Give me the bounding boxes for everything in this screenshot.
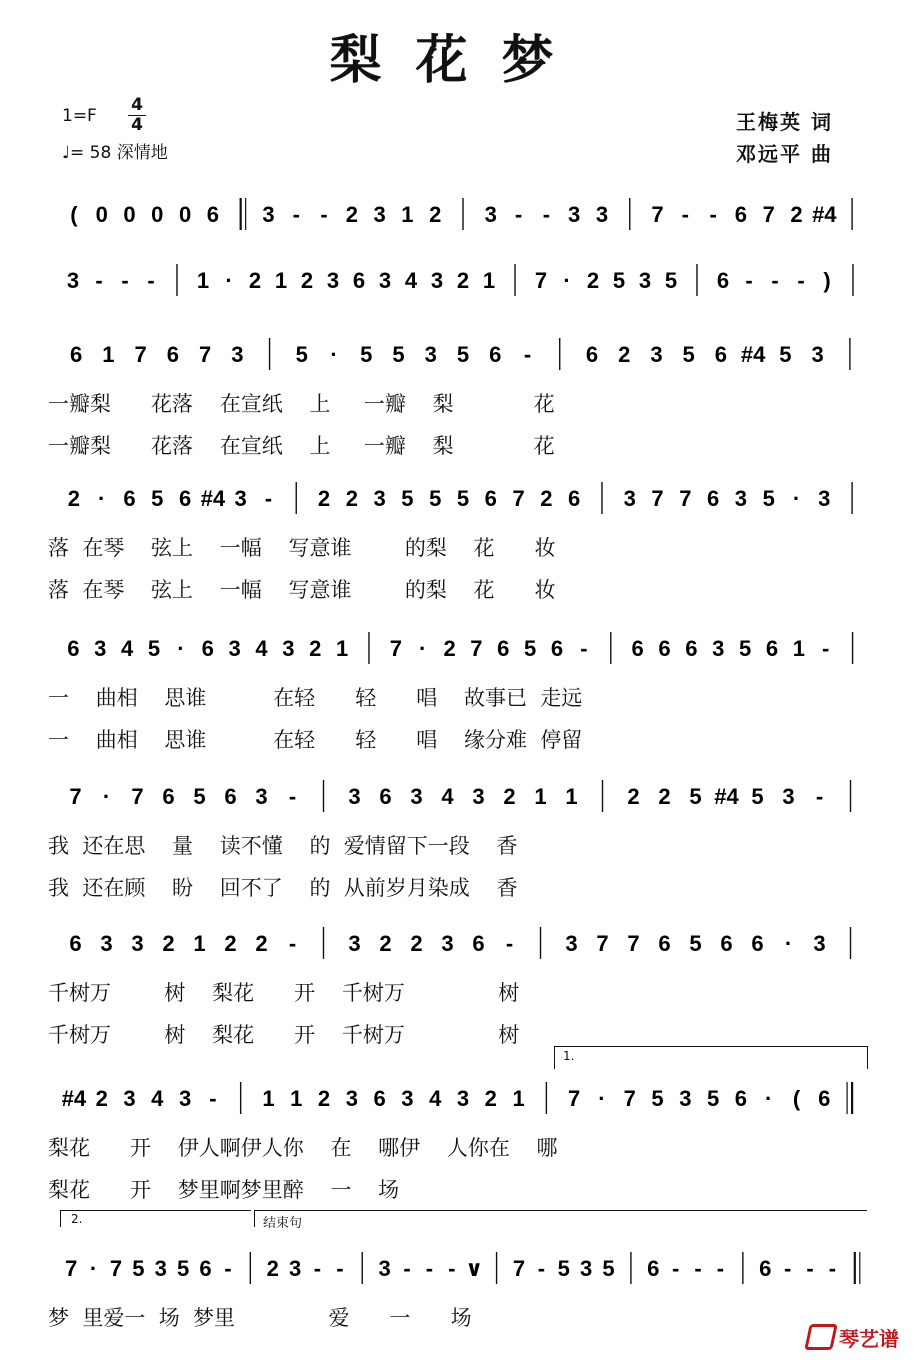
notation-line [0, 1080, 917, 1120]
note: 5 [177, 1256, 190, 1281]
lyricist-credit: 王梅英 词 [736, 110, 833, 134]
note: 5 [689, 931, 702, 956]
note: 3 [228, 636, 241, 661]
dash-note: - [580, 636, 588, 661]
dash-note: - [95, 268, 103, 293]
dash-note: - [514, 202, 523, 227]
dot-note: · [419, 636, 427, 661]
note: 3 [262, 202, 275, 227]
note: 6 [585, 342, 599, 367]
note: 6 [484, 486, 497, 511]
note: 7 [651, 202, 664, 227]
dot-note: · [765, 1086, 773, 1111]
note: 4 [255, 636, 268, 661]
dash-note: - [288, 784, 297, 809]
lyric-line: 一 曲相 思谁 在轻 轻 唱 缘分难 停留 [48, 728, 583, 752]
note: 6 [568, 486, 581, 511]
note: 3 [472, 784, 485, 809]
note: 7 [131, 784, 144, 809]
notation-staff [0, 336, 917, 376]
dot-note: · [784, 931, 793, 956]
note: 6 [67, 636, 80, 661]
dot-note: · [563, 268, 571, 293]
time-sig-denominator: 4 [128, 115, 146, 135]
notation-line [0, 262, 917, 302]
note: 2 [300, 268, 314, 293]
dot-note: · [177, 636, 185, 661]
note: 3 [401, 1086, 414, 1111]
note: 2 [162, 931, 175, 956]
note: 3 [813, 931, 826, 956]
dash-note: - [425, 1256, 434, 1281]
dot-note: · [330, 342, 338, 367]
note: 5 [360, 342, 373, 367]
note: 7 [679, 486, 692, 511]
notation-line [0, 196, 917, 236]
note: 6 [720, 931, 733, 956]
note: 3 [638, 268, 652, 293]
note: 2 [503, 784, 516, 809]
note: 2 [317, 486, 331, 511]
note: 7 [596, 931, 609, 956]
dash-note: - [313, 1256, 322, 1281]
notation-staff [0, 1250, 917, 1290]
note: #4 [714, 784, 739, 809]
note: 4 [441, 784, 454, 809]
note: 5 [295, 342, 308, 367]
note: 5 [602, 1256, 615, 1281]
second-ending-bracket [60, 1210, 251, 1227]
note: 3 [348, 931, 361, 956]
note: 6 [658, 931, 671, 956]
dash-note: - [264, 486, 273, 511]
note: 6 [707, 486, 720, 511]
note: 2 [95, 1086, 108, 1111]
dash-note: - [292, 202, 300, 227]
dash-note: - [224, 1256, 232, 1281]
note: 3 [650, 342, 663, 367]
dash-note: - [537, 1256, 546, 1281]
dash-note: - [709, 202, 717, 227]
lyric-line: 我 还在顾 盼 回不了 的 从前岁月染成 香 [48, 876, 518, 900]
dash-note: - [815, 784, 824, 809]
first-ending-label: 1. [563, 1049, 575, 1063]
note: 5 [456, 342, 470, 367]
note: 3 [154, 1256, 167, 1281]
note: 3 [345, 1086, 358, 1111]
note: 5 [689, 784, 702, 809]
first-ending-bracket [554, 1046, 868, 1069]
note: 6 [716, 268, 730, 293]
note: 1 [534, 784, 547, 809]
note: 1 [262, 1086, 275, 1111]
song-title: 梨花梦 [329, 31, 588, 91]
note: 5 [762, 486, 775, 511]
note: 6 [199, 1256, 212, 1281]
note: 2 [255, 931, 268, 956]
note: 2 [429, 202, 442, 227]
note: 4 [151, 1086, 164, 1111]
dash-note: - [121, 268, 129, 293]
note: 5 [151, 486, 164, 511]
note: 5 [147, 636, 161, 661]
note: 0 [178, 202, 192, 227]
lyric-line: 梦 里爱一 场 梦里 爱 一 场 [48, 1306, 472, 1330]
dot-note: · [225, 268, 233, 293]
note: 3 [568, 202, 581, 227]
note: 3 [811, 342, 824, 367]
note: 3 [282, 636, 295, 661]
note: 6 [631, 636, 644, 661]
lyric-line: 一瓣梨 花落 在宣纸 上 一瓣 梨 花 [48, 434, 555, 458]
note: 7 [389, 636, 402, 661]
note: 6 [734, 1086, 748, 1111]
note: 6 [69, 342, 83, 367]
note: 6 [658, 636, 671, 661]
note: 7 [623, 1086, 636, 1111]
note: #4 [200, 486, 226, 511]
notation-staff [0, 630, 917, 670]
note: 7 [134, 342, 147, 367]
note: 3 [410, 784, 423, 809]
note: 6 [123, 486, 136, 511]
note: 3 [424, 342, 437, 367]
note: 6 [206, 202, 219, 227]
note: 1 [482, 268, 496, 293]
note: 1 [565, 784, 578, 809]
note: 1 [102, 342, 115, 367]
dash-note: - [523, 342, 532, 367]
note: 0 [151, 202, 164, 227]
note: 2 [309, 636, 322, 661]
dash-note: - [448, 1256, 456, 1281]
note: 1 [274, 268, 288, 293]
dot-note: · [98, 486, 106, 511]
note: 4 [121, 636, 134, 661]
note: #4 [740, 342, 766, 367]
note: 3 [178, 1086, 192, 1111]
dash-note: - [209, 1086, 217, 1111]
note: 6 [178, 486, 192, 511]
notation-line [0, 336, 917, 376]
note: 3 [131, 931, 144, 956]
note: 7 [627, 931, 640, 956]
note: 5 [132, 1256, 145, 1281]
note: 3 [782, 784, 795, 809]
note: 6 [352, 268, 366, 293]
note: 4 [404, 268, 418, 293]
note: 5 [779, 342, 792, 367]
notation-staff [0, 925, 917, 965]
dash-note: - [288, 931, 297, 956]
note: 5 [651, 1086, 664, 1111]
note: 1 [401, 202, 414, 227]
dot-note: · [102, 784, 111, 809]
note: 5 [524, 636, 537, 661]
lyric-line: 一瓣梨 花落 在宣纸 上 一瓣 梨 花 [48, 392, 555, 416]
notation-staff [0, 480, 917, 520]
note: 3 [66, 268, 80, 293]
note: 1 [512, 1086, 525, 1111]
dash-note: - [336, 1256, 344, 1281]
note: 1 [196, 268, 210, 293]
note: 3 [94, 636, 107, 661]
note: 3 [231, 342, 244, 367]
note: 6 [685, 636, 698, 661]
note: 6 [818, 1086, 831, 1111]
dash-note: - [672, 1256, 680, 1281]
note: 3 [234, 486, 247, 511]
time-sig-numerator: 4 [131, 95, 143, 115]
dash-note: - [681, 202, 690, 227]
note: 0 [95, 202, 108, 227]
note: 2 [456, 268, 470, 293]
note: 2 [248, 268, 262, 293]
note: 2 [266, 1256, 279, 1281]
note: 7 [65, 1256, 78, 1281]
dot-note: · [89, 1256, 98, 1281]
notation-line [0, 778, 917, 818]
note: 6 [69, 931, 82, 956]
note: 3 [712, 636, 725, 661]
dash-note: - [783, 1256, 792, 1281]
note: 3 [441, 931, 454, 956]
note: 6 [497, 636, 510, 661]
note: 2 [410, 931, 423, 956]
notation-line [0, 480, 917, 520]
note: 5 [392, 342, 405, 367]
dash-note: - [716, 1256, 725, 1281]
note: 3 [373, 202, 386, 227]
note: 2 [317, 1086, 331, 1111]
note: 6 [751, 931, 764, 956]
dash-note: - [822, 636, 830, 661]
note: 7 [534, 268, 548, 293]
note: 5 [682, 342, 695, 367]
note: 5 [429, 486, 442, 511]
note: 1 [792, 636, 805, 661]
dash-note: - [745, 268, 753, 293]
note: 6 [734, 202, 748, 227]
dash-note: - [542, 202, 551, 227]
composer-credit: 邓远平 曲 [736, 142, 833, 166]
note: 2 [67, 486, 81, 511]
note: 7 [512, 486, 525, 511]
note: 3 [565, 931, 578, 956]
note: 6 [647, 1256, 660, 1281]
note: 7 [470, 636, 483, 661]
coda-label: 结束句 [263, 1216, 303, 1231]
note: 3 [348, 784, 361, 809]
watermark-text: 琴艺谱 [839, 1327, 899, 1351]
watermark-icon [804, 1324, 838, 1350]
dash-note: - [806, 1256, 814, 1281]
note: 6 [166, 342, 179, 367]
note: 3 [378, 268, 392, 293]
note: 5 [557, 1256, 570, 1281]
note: 5 [738, 636, 752, 661]
note: 2 [790, 202, 803, 227]
note: 2 [618, 342, 631, 367]
note: 5 [401, 486, 414, 511]
note: 6 [201, 636, 214, 661]
note: 3 [378, 1256, 391, 1281]
lyric-line: 落 在琴 弦上 一幅 写意谁 的梨 花 妆 [48, 536, 556, 560]
note: 3 [595, 202, 609, 227]
note: 6 [162, 784, 175, 809]
notation-staff [0, 778, 917, 818]
lyric-line: 我 还在思 量 读不懂 的 爱情留下一段 香 [48, 834, 518, 858]
note: 5 [751, 784, 764, 809]
note: 6 [379, 784, 392, 809]
note: 7 [198, 342, 212, 367]
note: 1 [290, 1086, 303, 1111]
notation-staff [0, 1080, 917, 1120]
note: 1 [193, 931, 206, 956]
notation-line [0, 925, 917, 965]
note: 6 [765, 636, 779, 661]
note: 6 [489, 342, 502, 367]
note: ) [823, 268, 831, 293]
note: 2 [627, 784, 640, 809]
note: 5 [456, 486, 470, 511]
note: 2 [443, 636, 456, 661]
note: 7 [512, 1256, 526, 1281]
time-signature [128, 96, 146, 135]
note: 2 [484, 1086, 497, 1111]
dot-note: · [598, 1086, 606, 1111]
notation-staff [0, 262, 917, 302]
dash-note: - [320, 202, 328, 227]
note: 5 [193, 784, 206, 809]
note: 3 [734, 486, 748, 511]
note: 6 [550, 636, 564, 661]
note: 3 [123, 1086, 136, 1111]
dash-note: - [828, 1256, 837, 1281]
note: 2 [540, 486, 553, 511]
note: 6 [224, 784, 237, 809]
note: 2 [586, 268, 600, 293]
lyric-line: 梨花 开 梦里啊梦里醉 一 场 [48, 1178, 400, 1202]
note: 1 [335, 636, 349, 661]
note: 3 [100, 931, 113, 956]
note: 2 [224, 931, 237, 956]
note: ( [70, 202, 78, 227]
note: 3 [580, 1256, 593, 1281]
notation-line [0, 1250, 917, 1290]
note: 3 [679, 1086, 692, 1111]
note: 0 [123, 202, 136, 227]
note: 3 [818, 486, 831, 511]
note: 5 [664, 268, 678, 293]
note: 3 [623, 486, 636, 511]
key-signature: 1=F [62, 106, 97, 126]
dash-note: - [505, 931, 514, 956]
note: ∨ [465, 1256, 484, 1281]
note: 7 [762, 202, 775, 227]
lyric-line: 落 在琴 弦上 一幅 写意谁 的梨 花 妆 [48, 578, 556, 602]
note: 4 [429, 1086, 442, 1111]
lyric-line: 千树万 树 梨花 开 千树万 树 [48, 1023, 520, 1047]
coda-bracket [254, 1210, 867, 1231]
dash-note: - [797, 268, 805, 293]
note: 5 [707, 1086, 720, 1111]
lyric-line: 一 曲相 思谁 在轻 轻 唱 故事已 走远 [48, 686, 583, 710]
notation-staff [0, 196, 917, 236]
note: 6 [373, 1086, 386, 1111]
note: 3 [373, 486, 386, 511]
note: 7 [109, 1256, 123, 1281]
note: 3 [430, 268, 444, 293]
note: 7 [651, 486, 664, 511]
dot-note: · [792, 486, 801, 511]
note: 2 [345, 202, 358, 227]
note: 7 [69, 784, 82, 809]
note: 3 [255, 784, 268, 809]
note: 6 [472, 931, 485, 956]
note: ( [792, 1086, 801, 1111]
note: 6 [759, 1256, 772, 1281]
dash-note: - [403, 1256, 411, 1281]
notation-line [0, 630, 917, 670]
note: 5 [612, 268, 626, 293]
note: 3 [484, 202, 497, 227]
note: 3 [288, 1256, 302, 1281]
note: 7 [568, 1086, 581, 1111]
second-ending-label: 2. [71, 1212, 83, 1226]
note: 2 [658, 784, 671, 809]
dash-note: - [147, 268, 155, 293]
lyric-line: 梨花 开 伊人啊伊人你 在 哪伊 人你在 哪 [48, 1136, 558, 1160]
note: 3 [326, 268, 340, 293]
note: #4 [61, 1086, 87, 1111]
watermark-logo [807, 1323, 899, 1352]
note: #4 [812, 202, 837, 227]
dash-note: - [694, 1256, 702, 1281]
tempo-marking: ♩= 58 深情地 [62, 143, 168, 163]
note: 3 [456, 1086, 470, 1111]
lyric-line: 千树万 树 梨花 开 千树万 树 [48, 981, 520, 1005]
note: 2 [345, 486, 358, 511]
dash-note: - [771, 268, 779, 293]
note: 2 [379, 931, 392, 956]
note: 6 [714, 342, 728, 367]
